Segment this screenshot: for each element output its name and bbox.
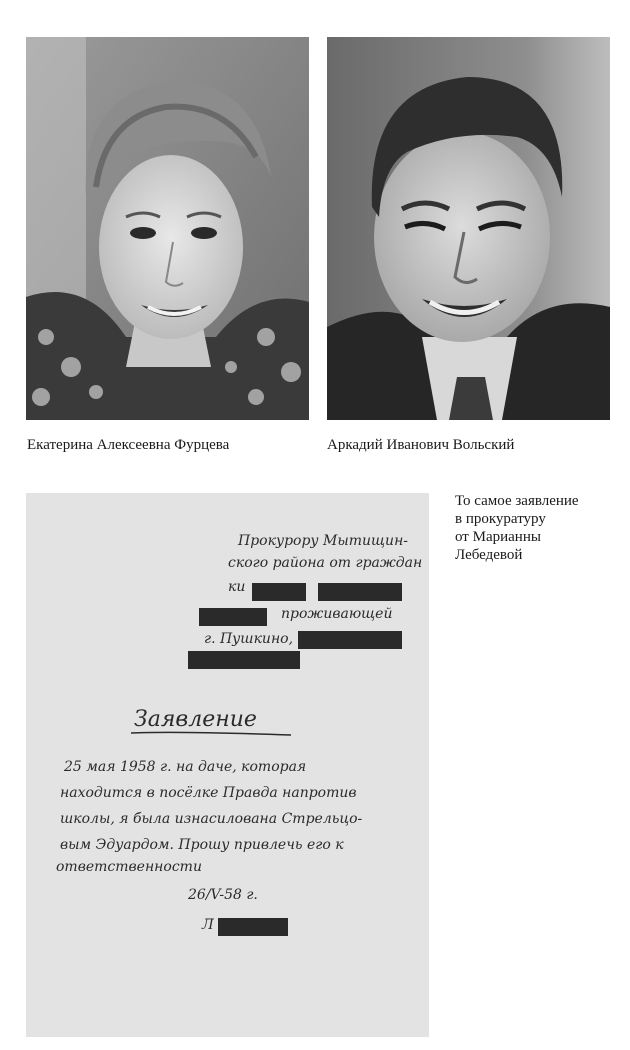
letter-date: 26/V-58 г. <box>188 887 258 903</box>
letter-body-line-3: школы, я была изнасилована Стрельцо- <box>60 811 363 827</box>
letter-body-line-1: 25 мая 1958 г. на даче, которая <box>64 759 307 775</box>
redaction-bar <box>199 608 267 626</box>
letter-title: Заявление <box>134 707 257 732</box>
letter-header-line-4: проживающей <box>281 606 393 622</box>
handwritten-statement-document <box>26 493 429 1037</box>
redaction-bar <box>298 631 402 649</box>
photo-caption-volsky: Аркадий Иванович Вольский <box>327 437 515 453</box>
photo-furtseva <box>26 37 309 420</box>
redaction-bar <box>218 918 288 936</box>
redaction-bar <box>252 583 306 601</box>
letter-signature-initial: Л <box>202 917 214 933</box>
redaction-bar <box>188 651 300 669</box>
letter-body-line-5: ответственности <box>56 859 202 875</box>
letter-body-line-2: находится в посёлке Правда напротив <box>60 785 357 801</box>
photo-caption-furtseva: Екатерина Алексеевна Фурцева <box>27 437 230 453</box>
document-caption-line-1: То самое заявление <box>455 493 579 509</box>
photo-volsky <box>327 37 610 420</box>
document-caption-line-3: от Марианны <box>455 529 541 545</box>
letter-body-line-4: вым Эдуардом. Прошу привлечь его к <box>60 837 344 853</box>
portrait-man-image <box>327 37 610 420</box>
document-caption-line-2: в прокуратуру <box>455 511 546 527</box>
letter-header-line-1: Прокурору Мытищин- <box>238 533 409 549</box>
letter-header-line-2: ского района от граждан <box>228 555 423 571</box>
redaction-bar <box>318 583 402 601</box>
letter-header-line-3: ки <box>228 579 246 595</box>
document-caption-line-4: Лебедевой <box>455 547 523 563</box>
letter-header-line-5: г. Пушкино, <box>204 631 294 647</box>
document-caption <box>455 492 625 564</box>
portrait-woman-image <box>26 37 309 420</box>
